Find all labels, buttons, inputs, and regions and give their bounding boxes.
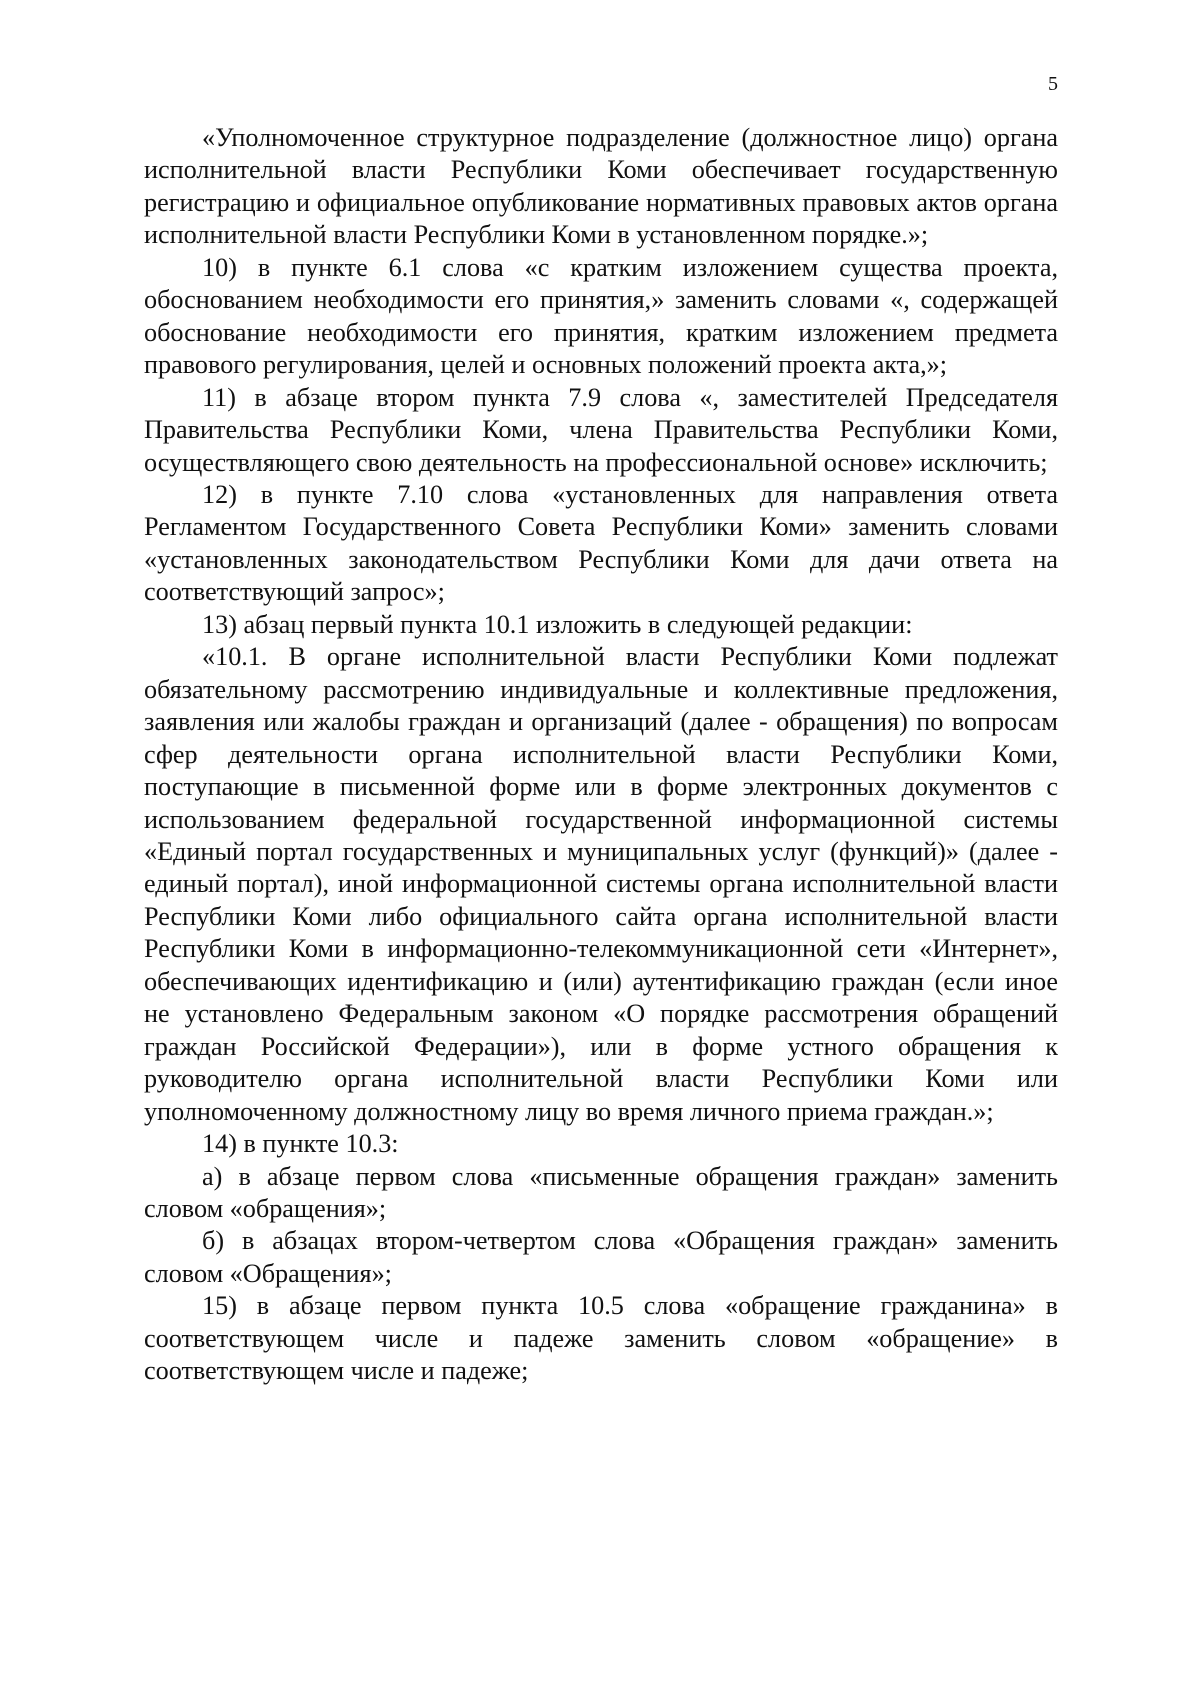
paragraph-clause-10-1: «10.1. В органе исполнительной власти Республики Коми подлежат обязательному рассмотрению индивидуальные и коллективные предложения, заявления или жалобы граждан и организаций (далее - обращения) по вопросам сфер деятельности органа исполнительной власти Республики Коми, поступающие в письменной форме или в форме электронных документов с использованием федеральной государственной информационной системы «Единый портал государственных и муниципальных услуг (функций)» (далее - единый портал), иной информационной системы органа исполнительной власти Республики Коми либо официального сайта органа исполнительной власти Республики Коми в информационно-телекоммуникационной сети «Интернет», обеспечивающих идентификацию и (или) аутентификацию граждан (если иное не установлено Федеральным законом «О порядке рассмотрения обращений граждан Российской Федерации»), или в форме устного обращения к руководителю органа исполнительной власти Республики Коми или уполномоченному должностному лицу во время личного приема граждан.»; (144, 642, 1058, 1126)
paragraph-authorized-unit: «Уполномоченное структурное подразделение (должностное лицо) органа исполнительной власти Республики Коми обеспечивает государственную регистрацию и официальное опубликование нормативных правовых актов органа исполнительной власти Республики Коми в установленном порядке.»; (144, 123, 1058, 250)
paragraph-item-14-b: б) в абзацах втором-четвертом слова «Обращения граждан» заменить словом «Обращения»; (144, 1226, 1058, 1288)
paragraph-item-12: 12) в пункте 7.10 слова «установленных для направления ответа Регламентом Государственного Совета Республики Коми» заменить словами «установленных законодательством Республики Коми для дачи ответа на соответствующий запрос»; (144, 479, 1058, 607)
paragraph-item-10: 10) в пункте 6.1 слова «с кратким изложением существа проекта, обоснованием необходимости его принятия,» заменить словами «, содержащей обоснование необходимости его принятия, кратким изложением предмета правового регулирования, целей и основных положений проекта акта,»; (144, 252, 1058, 380)
paragraph-item-13: 13) абзац первый пункта 10.1 изложить в следующей редакции: (202, 609, 913, 639)
paragraph-item-14-a: а) в абзаце первом слова «письменные обращения граждан» заменить словом «обращения»; (144, 1161, 1058, 1223)
paragraph-item-11: 11) в абзаце втором пункта 7.9 слова «, заместителей Председателя Правительства Республики Коми, члена Правительства Республики Коми, осуществляющего свою деятельность на профессиональной основе» исключить; (144, 382, 1058, 477)
paragraph-item-14: 14) в пункте 10.3: (202, 1129, 399, 1159)
paragraph-item-15: 15) в абзаце первом пункта 10.5 слова «обращение гражданина» в соответствующем числе и падеже заменить словом «обращение» в соответствующем числе и падеже; (144, 1291, 1058, 1386)
document-body (144, 122, 1058, 1388)
page-number: 5 (1048, 73, 1058, 95)
